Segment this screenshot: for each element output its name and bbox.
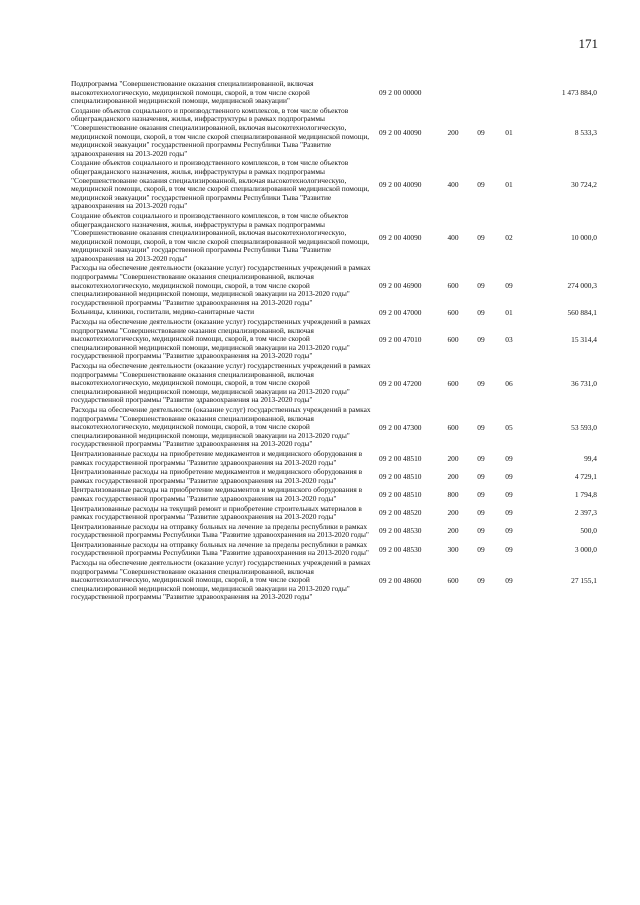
row-code: 09 2 00 46900 xyxy=(379,281,422,291)
row-name: Централизованные расходы на текущий ремонт и приобретение строительных материалов в рамках государственной программы "Развитие здравоохранения на 2013-2020 годы" xyxy=(71,503,362,522)
row-expense-type xyxy=(439,80,467,107)
row-expense-type: 200 xyxy=(447,526,459,536)
row-sum: 15 314,4 xyxy=(571,334,597,344)
row-name: Централизованные расходы на приобретение медикаментов и медицинского оборудования в рамках государственной программы "Развитие здравоохранения на 2013-2020 годы" xyxy=(71,448,363,467)
row-subsection xyxy=(495,80,523,107)
row-sum: 10 000,0 xyxy=(571,232,597,242)
row-expense-type: 200 xyxy=(447,453,459,463)
row-name: Создание объектов социального и производственного комплексов, в том числе объектов общегражданского назначения, жилья, инфраструктуры в рамках подпрограммы "Совершенствование оказания специализированной, включая высокотехнологическую, медицинской помощи, скорой, в том числе скорой специализированной медицинской помощи, медицинской эвакуации" государственной программы Республики Тыва "Развитие здравоохранения на 2013-2020 годы" xyxy=(71,210,370,263)
row-expense-type: 600 xyxy=(447,334,459,344)
budget-table xyxy=(71,80,597,603)
row-code: 09 2 00 40090 xyxy=(379,127,422,137)
row-subsection: 05 xyxy=(505,422,513,432)
row-name: Централизованные расходы на приобретение медикаментов и медицинского оборудования в рамках государственной программы "Развитие здравоохранения на 2013-2020 годы" xyxy=(71,467,363,485)
row-sum: 8 533,3 xyxy=(574,127,597,137)
row-expense-type: 600 xyxy=(447,307,459,317)
row-expense-type: 200 xyxy=(447,471,459,481)
table-row xyxy=(71,450,597,468)
table-row xyxy=(71,318,597,362)
row-expense-type: 600 xyxy=(447,575,459,585)
row-expense-type: 400 xyxy=(447,180,459,190)
row-subsection: 03 xyxy=(505,334,513,344)
row-name: Подпрограмма "Совершенствование оказания специализированной, включая высокотехнологическую, медицинской помощи, скорой, в том числе скорой специализированной медицинской помощи, медицинской эвакуации" xyxy=(71,79,314,106)
row-subsection: 09 xyxy=(505,508,513,518)
row-name: Расходы на обеспечение деятельности (оказание услуг) государственных учреждений в рамках подпрограммы "Совершенствование оказания специализированной, включая высокотехнологическую, медицинской помощи, скорой, в том числе скорой специализированной медицинской помощи, медицинской эвакуации на 2013-2020 годы" государственной программы "Развитие здравоохранения на 2013-2020 годы" xyxy=(71,361,371,405)
row-expense-type: 400 xyxy=(447,232,459,242)
table-row xyxy=(71,212,597,265)
row-code: 09 2 00 40090 xyxy=(379,180,422,190)
row-section: 09 xyxy=(477,307,485,317)
row-name: Создание объектов социального и производственного комплексов, в том числе объектов общегражданского назначения, жилья, инфраструктуры в рамках подпрограммы "Совершенствование оказания специализированной, включая высокотехнологическую, медицинской помощи, скорой, в том числе скорой специализированной медицинской помощи, медицинской эвакуации" государственной программы Республики Тыва "Развитие здравоохранения на 2013-2020 годы" xyxy=(71,105,370,158)
table-row xyxy=(71,159,597,212)
row-code: 09 2 00 48530 xyxy=(379,544,422,554)
budget-table-body xyxy=(71,80,597,603)
row-subsection: 09 xyxy=(505,281,513,291)
row-section: 09 xyxy=(477,334,485,344)
row-name: Больницы, клиники, госпитали, медико-санитарные части xyxy=(71,307,255,317)
row-name: Расходы на обеспечение деятельности (оказание услуг) государственных учреждений в рамках подпрограммы "Совершенствование оказания специализированной, включая высокотехнологическую, медицинской помощи, скорой, в том числе скорой специализированной медицинской помощи, медицинской эвакуации на 2013-2020 годы" государственной программы "Развитие здравоохранения на 2013-2020 годы" xyxy=(71,404,371,449)
row-sum: 274 000,3 xyxy=(567,281,597,291)
row-subsection: 09 xyxy=(505,526,513,536)
row-subsection: 09 xyxy=(505,453,513,463)
row-name: Расходы на обеспечение деятельности (оказание услуг) государственных учреждений в рамках подпрограммы "Совершенствование оказания специализированной, включая высокотехнологическую, медицинской помощи, скорой, в том числе скорой специализированной медицинской помощи, медицинской эвакуации на 2013-2020 годы" государственной программы "Развитие здравоохранения на 2013-2020 годы" xyxy=(71,558,371,602)
row-section xyxy=(467,80,495,107)
table-row xyxy=(71,505,597,523)
row-sum: 99,4 xyxy=(584,453,597,463)
row-subsection: 09 xyxy=(505,575,513,585)
row-code: 09 2 00 47300 xyxy=(379,422,422,432)
row-sum: 2 397,3 xyxy=(574,508,597,518)
row-sum: 4 729,1 xyxy=(574,471,597,481)
row-code: 09 2 00 47200 xyxy=(379,378,422,388)
row-expense-type: 200 xyxy=(447,508,459,518)
row-section: 09 xyxy=(477,378,485,388)
row-section: 09 xyxy=(477,490,485,500)
row-code: 09 2 00 48510 xyxy=(379,471,422,481)
row-subsection: 01 xyxy=(505,180,513,190)
row-section: 09 xyxy=(477,526,485,536)
table-row xyxy=(71,486,597,504)
row-section: 09 xyxy=(477,575,485,585)
row-section: 09 xyxy=(477,422,485,432)
table-row xyxy=(71,80,597,107)
page-number: 171 xyxy=(578,36,598,51)
table-row xyxy=(71,107,597,160)
row-expense-type: 600 xyxy=(447,281,459,291)
row-subsection: 06 xyxy=(505,378,513,388)
row-section: 09 xyxy=(477,453,485,463)
row-expense-type: 800 xyxy=(447,490,459,500)
row-subsection: 02 xyxy=(505,232,513,242)
row-sum: 560 884,1 xyxy=(567,307,597,317)
row-subsection: 01 xyxy=(505,127,513,137)
row-section: 09 xyxy=(477,127,485,137)
row-expense-type: 600 xyxy=(447,422,459,432)
table-row xyxy=(71,362,597,406)
row-section: 09 xyxy=(477,180,485,190)
row-section: 09 xyxy=(477,471,485,481)
table-row xyxy=(71,523,597,541)
row-subsection: 09 xyxy=(505,490,513,500)
row-code: 09 2 00 48600 xyxy=(379,575,422,585)
row-name: Централизованные расходы на отправку больных на лечение за пределы республики в рамках государственной программы Республики Тыва "Развитие здравоохранения на 2013-2020 годы" xyxy=(71,539,369,558)
row-name: Расходы на обеспечение деятельности (оказание услуг) государственных учреждений в рамках подпрограммы "Совершенствование оказания специализированной, включая высокотехнологическую, медицинской помощи, скорой, в том числе скорой специализированной медицинской помощи, медицинской эвакуации на 2013-2020 годы" государственной программы "Развитие здравоохранения на 2013-2020 годы" xyxy=(71,317,371,361)
row-code: 09 2 00 48530 xyxy=(379,526,422,536)
table-row xyxy=(71,264,597,308)
row-section: 09 xyxy=(477,544,485,554)
row-name: Централизованные расходы на отправку больных на лечение за пределы республики в рамках государственной программы Республики Тыва "Развитие здравоохранения на 2013-2020 годы" xyxy=(71,521,369,540)
row-expense-type: 300 xyxy=(447,544,459,554)
row-name: Централизованные расходы на приобретение медикаментов и медицинского оборудования в рамках государственной программы "Развитие здравоохранения на 2013-2020 годы" xyxy=(71,485,363,503)
table-row xyxy=(71,541,597,559)
row-sum: 27 155,1 xyxy=(571,575,597,585)
row-code: 09 2 00 47000 xyxy=(379,307,422,317)
row-code: 09 2 00 48510 xyxy=(379,453,422,463)
row-sum: 36 731,0 xyxy=(571,378,597,388)
row-sum: 3 000,0 xyxy=(574,544,597,554)
row-section: 09 xyxy=(477,232,485,242)
row-subsection: 09 xyxy=(505,544,513,554)
row-code: 09 2 00 48510 xyxy=(379,490,422,500)
row-code: 09 2 00 00000 xyxy=(379,88,422,98)
row-code: 09 2 00 48520 xyxy=(379,508,422,518)
row-sum: 500,0 xyxy=(580,526,597,536)
row-subsection: 09 xyxy=(505,471,513,481)
row-code: 09 2 00 40090 xyxy=(379,232,422,242)
row-expense-type: 200 xyxy=(447,127,459,137)
row-sum: 1 794,8 xyxy=(574,490,597,500)
row-code: 09 2 00 47010 xyxy=(379,334,422,344)
row-subsection: 01 xyxy=(505,307,513,317)
row-name: Расходы на обеспечение деятельности (оказание услуг) государственных учреждений в рамках подпрограммы "Совершенствование оказания специализированной, включая высокотехнологическую, медицинской помощи, скорой, в том числе скорой специализированной медицинской помощи, медицинской эвакуации на 2013-2020 годы" государственной программы "Развитие здравоохранения на 2013-2020 годы" xyxy=(71,263,371,307)
table-row xyxy=(71,468,597,486)
row-section: 09 xyxy=(477,508,485,518)
row-sum: 1 473 884,0 xyxy=(561,88,597,98)
row-name: Создание объектов социального и производственного комплексов, в том числе объектов общегражданского назначения, жилья, инфраструктуры в рамках подпрограммы "Совершенствование оказания специализированной, включая высокотехнологическую, медицинской помощи, скорой, в том числе скорой специализированной медицинской помощи, медицинской эвакуации" государственной программы Республики Тыва "Развитие здравоохранения на 2013-2020 годы" xyxy=(71,158,370,211)
row-sum: 53 593,0 xyxy=(571,422,597,432)
table-row xyxy=(71,406,597,450)
row-sum: 30 724,2 xyxy=(571,180,597,190)
table-row xyxy=(71,559,597,603)
row-expense-type: 600 xyxy=(447,378,459,388)
row-section: 09 xyxy=(477,281,485,291)
